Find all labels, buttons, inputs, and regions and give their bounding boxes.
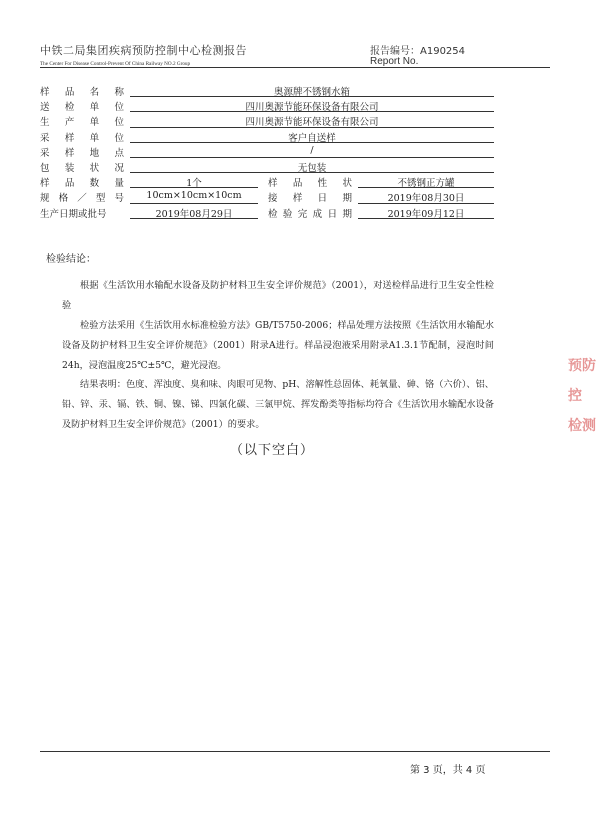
sampling-site-value: / — [310, 144, 314, 156]
row-sampling-site — [40, 144, 560, 159]
seal-stamp-text-1: 预防 — [568, 358, 596, 374]
submit-unit-label — [40, 99, 124, 113]
label-char: 格 — [58, 193, 69, 205]
label-char: 品 — [64, 87, 75, 98]
label-char: 样 — [40, 87, 50, 98]
label-char: 采 — [40, 147, 50, 159]
label-char: 名 — [89, 87, 100, 98]
sample-info-table — [40, 83, 560, 220]
label-char: 性 — [317, 178, 328, 190]
label-char: 号 — [114, 193, 124, 205]
row-submit-unit — [40, 98, 560, 113]
report-number-value: A190254 — [420, 46, 466, 57]
label-char: 采 — [40, 132, 50, 144]
conclusion-paragraph-2: 检验方法采用《生活饮用水标准检验方法》GB/T5750-2006；样品处理方法按照《生活饮用水输配水设备及防护材料卫生安全评价规范》（2001）附录A进行。样品浸泡液采用附录A1.3.1节配制，浸泡时间24h，浸泡温度25℃±5℃，避光浸泡。 — [62, 320, 494, 371]
seal-stamp — [568, 355, 598, 465]
label-char: 验 — [282, 208, 293, 220]
label-char: 日 — [327, 208, 338, 220]
label-char: ／ — [77, 193, 87, 205]
prod-date-label: 生产日期或批号 — [40, 208, 107, 220]
label-char: 样 — [268, 178, 278, 190]
row-producer — [40, 113, 560, 128]
label-char: 型 — [95, 193, 106, 205]
org-title-cn: 中铁二局集团疾病预防控制中心检测报告 — [40, 44, 247, 57]
label-char: 品 — [292, 178, 303, 190]
sample-name-label — [40, 84, 124, 98]
org-title-en: The Center For Disease Control-Prevent Of China Railway NO.2 Group — [40, 61, 191, 67]
producer-value: 四川奥源节能环保设备有限公司 — [245, 117, 379, 129]
label-char: 样 — [64, 132, 75, 144]
label-char: 量 — [114, 178, 124, 190]
label-char: 样 — [40, 178, 50, 190]
row-sample-name — [40, 83, 560, 98]
label-char: 检 — [268, 208, 278, 220]
label-char: 样 — [64, 147, 75, 159]
blank-below-note: （以下空白） — [230, 443, 315, 458]
producer-label — [40, 114, 124, 128]
sampling-unit-value: 客户自送样 — [288, 132, 336, 144]
sampling-site-label — [40, 145, 124, 159]
spec-value: 10cm×10cm×10cm — [146, 190, 242, 202]
complete-date-value: 2019年09月12日 — [387, 208, 465, 220]
nature-label — [268, 175, 352, 189]
conclusion-paragraph-3: 结果表明：色度、浑浊度、臭和味、肉眼可见物、pH、溶解性总固体、耗氧量、砷、铬（六价）、铝、铅、锌、汞、镉、铁、铜、镍、锑、四氯化碳、三氯甲烷、挥发酚类等指标均符合《生活饮用水输配水设备及防护材料卫生安全评价规范》（2001）的要求。 — [62, 379, 494, 430]
label-char: 品 — [64, 178, 75, 190]
label-char: 期 — [342, 208, 352, 220]
label-char: 产 — [64, 117, 75, 129]
report-number-label: 报告编号： — [370, 46, 420, 57]
submit-unit-value: 四川奥源节能环保设备有限公司 — [245, 102, 379, 114]
label-char: 完 — [297, 208, 308, 220]
conclusion-paragraph-1: 根据《生活饮用水输配水设备及防护材料卫生安全评价规范》（2001），对送检样品进行卫生安全性检验 — [62, 280, 494, 311]
label-char: 状 — [89, 162, 100, 174]
label-char: 日 — [317, 193, 328, 205]
label-char: 数 — [89, 178, 100, 190]
header-divider — [40, 67, 550, 68]
sampling-unit-label — [40, 130, 124, 144]
label-char: 地 — [89, 147, 100, 159]
prod-date-value: 2019年08月29日 — [155, 208, 233, 220]
label-char: 单 — [89, 102, 100, 114]
row-prod-complete — [40, 205, 560, 220]
seal-stamp-text-2: 控 — [568, 388, 582, 404]
label-char: 包 — [40, 162, 50, 174]
label-char: 状 — [342, 178, 352, 190]
quantity-label — [40, 175, 124, 189]
conclusion-title: 检验结论： — [46, 254, 96, 265]
seal-stamp-text-3: 检测 — [568, 418, 596, 434]
row-sampling-unit — [40, 129, 560, 144]
underline — [130, 203, 258, 204]
report-number-en: Report No. — [370, 56, 419, 67]
label-char: 称 — [114, 87, 124, 98]
row-quantity-nature — [40, 174, 560, 189]
label-char: 单 — [89, 117, 100, 129]
label-char: 位 — [114, 117, 124, 129]
label-char: 样 — [292, 193, 303, 205]
quantity-value: 1个 — [186, 178, 202, 190]
packaging-label — [40, 160, 124, 174]
label-char: 检 — [64, 102, 75, 114]
page-number: 第 3 页，共 4 页 — [410, 765, 486, 776]
label-char: 装 — [64, 162, 75, 174]
nature-value: 不锈钢正方罐 — [397, 178, 455, 190]
label-char: 送 — [40, 102, 50, 114]
label-char: 成 — [312, 208, 323, 220]
spec-label — [40, 190, 124, 204]
label-char: 位 — [114, 102, 124, 114]
row-packaging — [40, 159, 560, 174]
row-spec-receive — [40, 189, 560, 204]
sample-name-value: 奥源牌不锈钢水箱 — [273, 87, 350, 98]
report-number — [370, 42, 465, 57]
label-char: 点 — [114, 147, 124, 159]
receive-date-value: 2019年08月30日 — [387, 193, 465, 205]
underline — [130, 157, 494, 158]
receive-date-label — [268, 190, 352, 204]
footer-divider — [40, 751, 550, 752]
complete-date-label — [268, 206, 352, 220]
label-char: 位 — [114, 132, 124, 144]
label-char: 生 — [40, 117, 50, 129]
label-char: 规 — [40, 193, 50, 205]
label-char: 接 — [268, 193, 278, 205]
label-char: 期 — [342, 193, 352, 205]
label-char: 况 — [114, 162, 124, 174]
label-char: 单 — [89, 132, 100, 144]
packaging-value: 无包装 — [297, 162, 327, 174]
